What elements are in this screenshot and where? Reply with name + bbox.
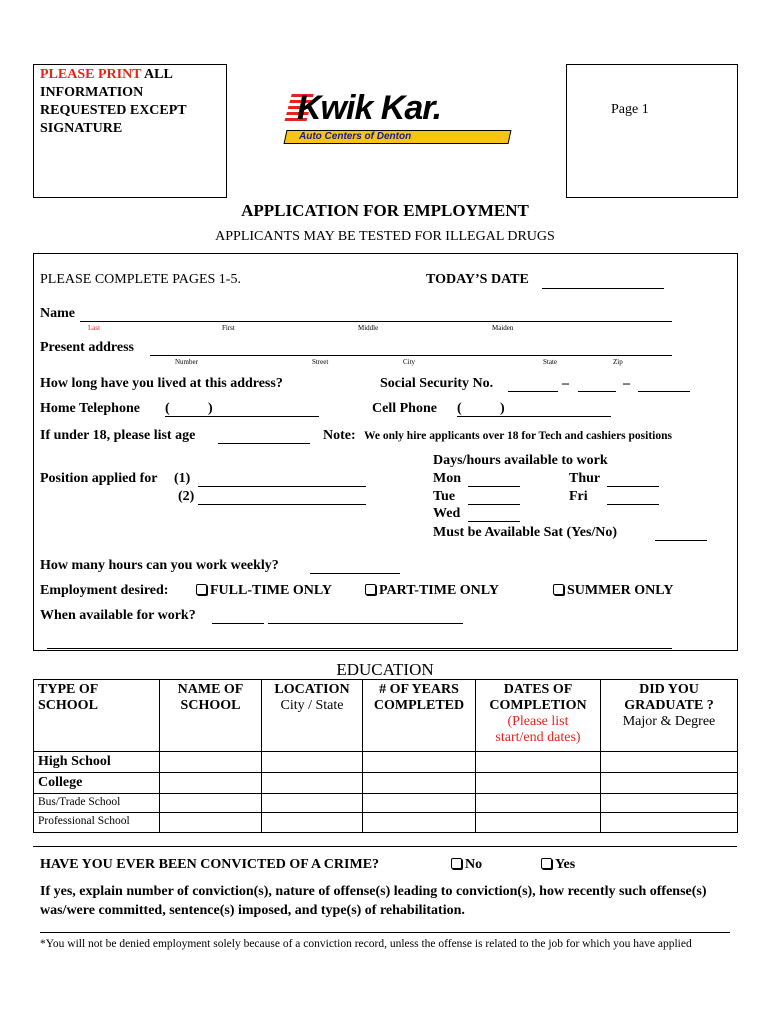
age-field[interactable] — [218, 443, 310, 444]
table-cell[interactable] — [262, 773, 363, 794]
table-row — [34, 773, 738, 794]
when-available-field-2[interactable] — [268, 623, 463, 624]
todays-date-label: TODAY’S DATE — [426, 272, 529, 287]
note-label: Note: — [323, 428, 356, 443]
footnote-divider-line — [40, 932, 730, 933]
name-field[interactable] — [80, 321, 672, 322]
header-did-you-graduate: DID YOU GRADUATE ? Major & Degree — [601, 680, 738, 752]
position-1-field[interactable] — [198, 486, 366, 487]
address-field[interactable] — [150, 355, 672, 356]
page-number: Page 1 — [611, 102, 649, 117]
when-available-label: When available for work? — [40, 608, 196, 623]
print-notice-red: PLEASE PRINT — [40, 67, 142, 82]
ssn-label: Social Security No. — [380, 376, 494, 391]
table-cell[interactable] — [160, 752, 262, 773]
address-sub-number: Number — [175, 358, 198, 366]
part-time-checkbox[interactable] — [365, 584, 376, 595]
table-cell[interactable] — [476, 794, 601, 813]
crime-no-checkbox[interactable] — [451, 858, 462, 869]
table-row — [34, 752, 738, 773]
employment-desired-label: Employment desired: — [40, 583, 169, 598]
form-subtitle: APPLICANTS MAY BE TESTED FOR ILLEGAL DRUGS — [215, 229, 555, 244]
position-2-label: (2) — [178, 489, 195, 504]
todays-date-field[interactable] — [542, 288, 664, 289]
table-cell[interactable] — [476, 752, 601, 773]
crime-divider-line — [33, 846, 737, 847]
table-cell[interactable] — [601, 813, 738, 833]
table-cell[interactable] — [262, 813, 363, 833]
cell-phone-label: Cell Phone — [372, 401, 437, 416]
table-cell[interactable] — [476, 773, 601, 794]
full-time-option[interactable]: FULL-TIME ONLY — [196, 583, 332, 599]
hours-weekly-field[interactable] — [310, 573, 400, 574]
table-row — [34, 813, 738, 833]
hours-weekly-label: How many hours can you work weekly? — [40, 558, 279, 573]
summer-option[interactable]: SUMMER ONLY — [553, 583, 673, 599]
education-table — [33, 679, 738, 833]
address-sub-state: State — [543, 358, 557, 366]
extra-line-field[interactable] — [47, 648, 672, 649]
note-text: We only hire applicants over 18 for Tech and cashiers positions — [364, 430, 672, 442]
education-header-row — [34, 680, 738, 752]
table-cell[interactable] — [601, 752, 738, 773]
address-sub-city: City — [403, 358, 416, 366]
ssn-part1-field[interactable] — [508, 391, 558, 392]
day-wed-field[interactable] — [468, 521, 520, 522]
home-telephone-label: Home Telephone — [40, 401, 140, 416]
day-wed-label: Wed — [433, 506, 461, 521]
crime-question: HAVE YOU EVER BEEN CONVICTED OF A CRIME? — [40, 857, 380, 872]
table-cell[interactable] — [363, 813, 476, 833]
cell-phone-field[interactable] — [457, 416, 611, 417]
address-sub-street: Street — [312, 358, 329, 366]
ssn-dash-2: – — [623, 376, 630, 391]
name-label: Name — [40, 306, 75, 321]
address-sub-zip: Zip — [613, 358, 623, 366]
ssn-part2-field[interactable] — [578, 391, 616, 392]
days-available-title: Days/hours available to work — [433, 453, 608, 468]
name-sub-middle: Middle — [358, 324, 379, 332]
table-cell[interactable] — [601, 773, 738, 794]
full-time-checkbox[interactable] — [196, 584, 207, 595]
crime-yes-option[interactable]: Yes — [541, 857, 575, 873]
position-2-field[interactable] — [198, 504, 366, 505]
day-thur-field[interactable] — [607, 486, 659, 487]
summer-checkbox[interactable] — [553, 584, 564, 595]
table-cell[interactable] — [160, 794, 262, 813]
education-heading: EDUCATION — [336, 660, 434, 679]
table-cell[interactable] — [363, 773, 476, 794]
page-number-box — [566, 64, 738, 198]
position-label: Position applied for — [40, 471, 158, 486]
header-type-of-school: TYPE OF SCHOOL — [34, 680, 160, 752]
form-title: APPLICATION FOR EMPLOYMENT — [241, 201, 529, 220]
table-cell[interactable] — [160, 773, 262, 794]
crime-yes-checkbox[interactable] — [541, 858, 552, 869]
ssn-dash-1: – — [562, 376, 569, 391]
header-name-of-school: NAME OF SCHOOL — [160, 680, 262, 752]
day-fri-field[interactable] — [607, 504, 659, 505]
under-18-label: If under 18, please list age — [40, 428, 196, 443]
table-cell[interactable] — [160, 813, 262, 833]
footnote-text: *You will not be denied employment solely because of a conviction record, unless the offense is related to the job for which you have applied — [40, 938, 692, 950]
print-notice: PLEASE PRINT ALL INFORMATION REQUESTED EXCEPT SIGNATURE — [40, 67, 187, 136]
row-label-college: College — [34, 773, 160, 794]
table-cell[interactable] — [262, 752, 363, 773]
header-years-completed: # OF YEARS COMPLETED — [363, 680, 476, 752]
day-thur-label: Thur — [569, 471, 601, 486]
home-tel-paren-open: ( — [165, 401, 170, 416]
table-cell[interactable] — [363, 752, 476, 773]
home-telephone-field[interactable] — [165, 416, 319, 417]
ssn-part3-field[interactable] — [638, 391, 690, 392]
logo-sub-text: Auto Centers of Denton — [299, 131, 412, 142]
row-label-bus-trade-school: Bus/Trade School — [34, 794, 160, 813]
row-label-high-school: High School — [34, 752, 160, 773]
address-label: Present address — [40, 340, 134, 355]
day-tue-field[interactable] — [468, 504, 520, 505]
crime-no-option[interactable]: No — [451, 857, 482, 873]
name-sub-maiden: Maiden — [492, 324, 514, 332]
how-long-label: How long have you lived at this address? — [40, 376, 283, 391]
complete-pages-text: PLEASE COMPLETE PAGES 1-5. — [40, 272, 241, 287]
name-sub-first: First — [222, 324, 235, 332]
cell-paren-open: ( — [457, 401, 462, 416]
header-location: LOCATION City / State — [262, 680, 363, 752]
position-1-label: (1) — [174, 471, 191, 486]
crime-explain-text: If yes, explain number of conviction(s), nature of offense(s) leading to conviction(s), how recently such offense(s) was/were committed, sentence(s) imposed, and type(s) of rehabilitation. — [40, 884, 707, 918]
table-cell[interactable] — [476, 813, 601, 833]
table-row — [34, 794, 738, 813]
logo-main-text: Kwik Kar. — [297, 89, 442, 127]
row-label-professional-school: Professional School — [34, 813, 160, 833]
must-available-sat-label: Must be Available Sat (Yes/No) — [433, 525, 618, 540]
home-tel-paren-close: ) — [208, 401, 213, 416]
name-sub-last: Last — [88, 324, 101, 332]
day-tue-label: Tue — [433, 489, 456, 504]
kwik-kar-logo — [283, 88, 513, 148]
part-time-option[interactable]: PART-TIME ONLY — [365, 583, 499, 599]
header-dates-of-completion: DATES OF COMPLETION (Please list start/end dates) — [476, 680, 601, 752]
when-available-field-1[interactable] — [212, 623, 264, 624]
table-cell[interactable] — [363, 794, 476, 813]
day-fri-label: Fri — [569, 489, 588, 504]
day-mon-field[interactable] — [468, 486, 520, 487]
must-available-sat-field[interactable] — [655, 540, 707, 541]
day-mon-label: Mon — [433, 471, 461, 486]
cell-paren-close: ) — [500, 401, 505, 416]
table-cell[interactable] — [262, 794, 363, 813]
table-cell[interactable] — [601, 794, 738, 813]
